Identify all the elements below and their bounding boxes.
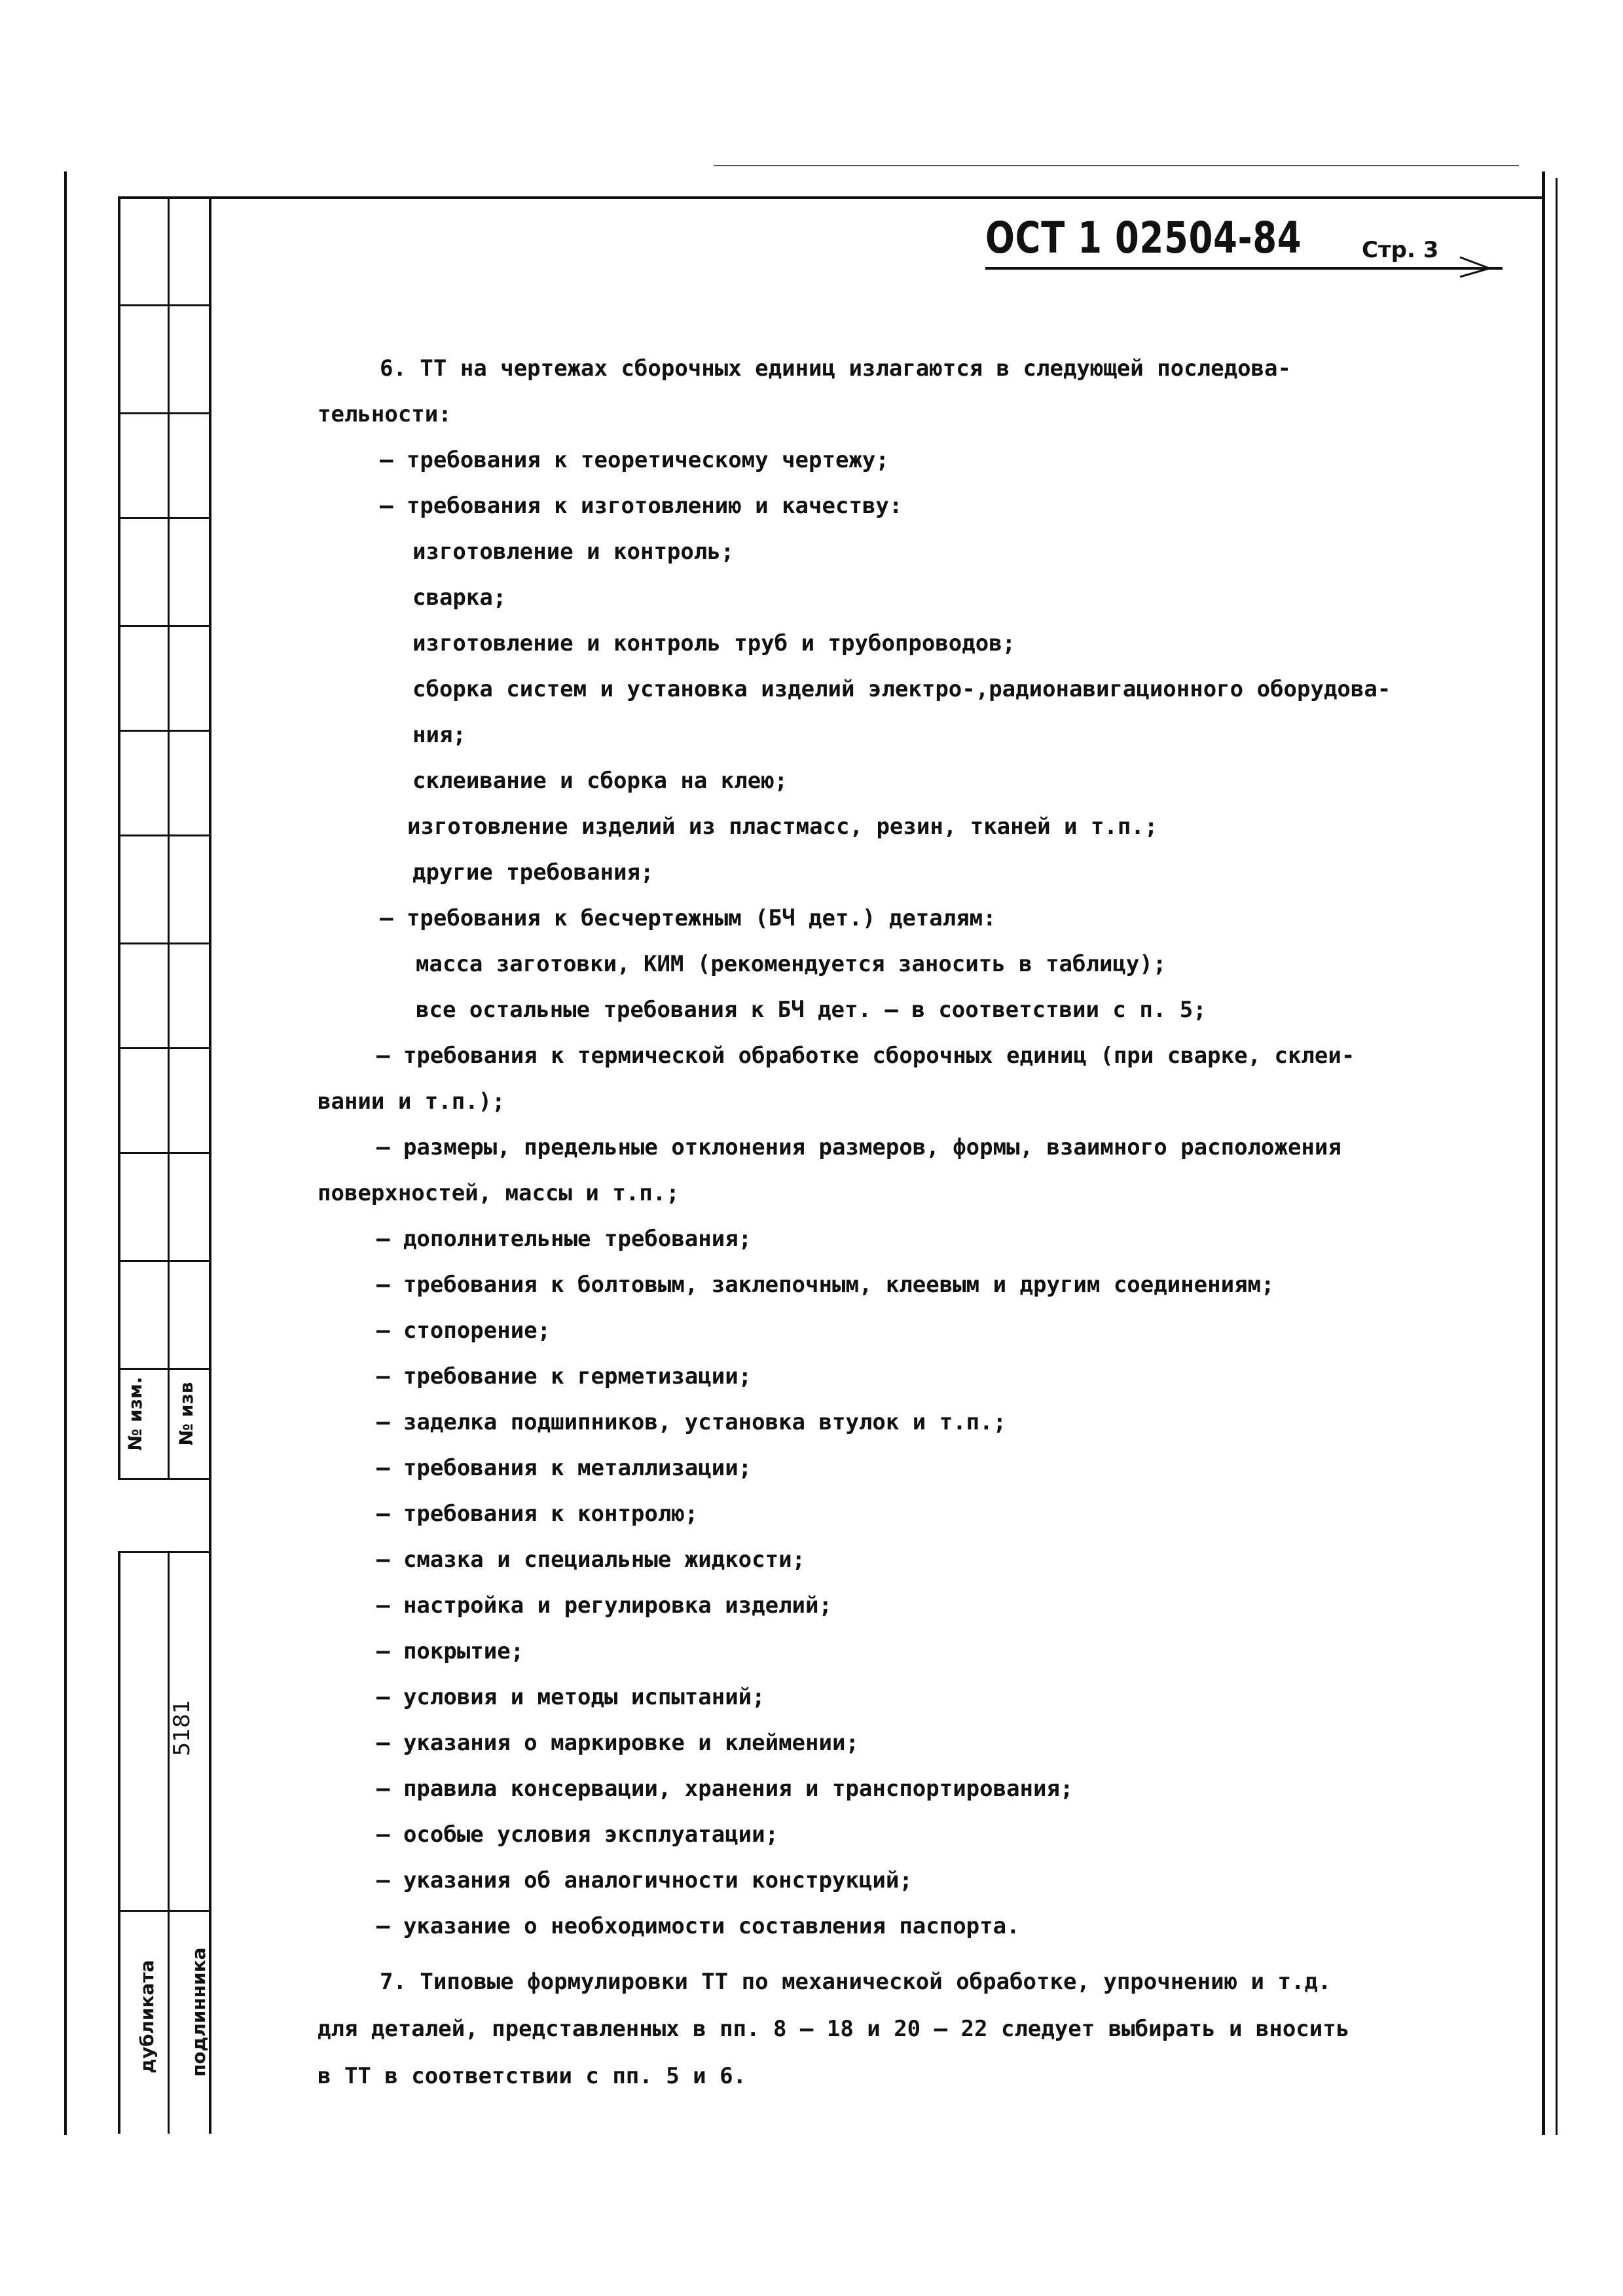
top-dash-line xyxy=(714,165,1519,166)
margin-strip-mid xyxy=(168,196,170,1479)
arrow-icon xyxy=(1457,252,1496,278)
text-line: – заделка подшипников, установка втулок и т.п.; xyxy=(376,1409,1007,1435)
inner-left-border xyxy=(209,196,211,2134)
text-line: – требования к бесчертежным (БЧ дет.) деталям: xyxy=(380,905,996,931)
text-line: 7. Типовые формулировки ТТ по механической обработке, упрочнению и т.д. xyxy=(380,1969,1332,1995)
text-line: сборка систем и установка изделий электро-,радионавигационного оборудова- xyxy=(412,676,1391,702)
inventory-number: 5181 xyxy=(169,1699,195,1757)
text-line: изготовление и контроль; xyxy=(412,539,735,565)
text-line: – условия и методы испытаний; xyxy=(376,1684,765,1710)
text-line: – особые условия эксплуатации; xyxy=(376,1821,779,1848)
page-number: Стр. 3 xyxy=(1362,237,1439,263)
text-line: поверхностей, массы и т.п.; xyxy=(318,1180,680,1206)
margin-row-line xyxy=(118,304,210,306)
margin-row-line xyxy=(118,1260,210,1262)
text-line: – требование к герметизации; xyxy=(376,1363,752,1390)
text-line: сварка; xyxy=(412,584,507,611)
original-label: подлинника xyxy=(188,1947,210,2077)
margin-row-line xyxy=(118,1910,210,1912)
text-line: – стопорение; xyxy=(376,1318,551,1344)
text-line: – смазка и специальные жидкости; xyxy=(376,1547,806,1573)
text-line: вании и т.п.); xyxy=(318,1088,505,1115)
text-line: тельности: xyxy=(318,401,452,427)
margin-row-line xyxy=(118,625,210,627)
margin-row-line xyxy=(118,1152,210,1154)
text-line: – настройка и регулировка изделий; xyxy=(376,1592,832,1619)
margin-row-line xyxy=(118,834,210,836)
text-line: в ТТ в соответствии с пп. 5 и 6. xyxy=(318,2063,747,2089)
text-line: – указания о маркировке и клеймении; xyxy=(376,1730,859,1756)
text-line: – указания об аналогичности конструкций; xyxy=(376,1867,913,1893)
text-line: для деталей, представленных в пп. 8 – 18 и 20 – 22 следует выбирать и вносить xyxy=(318,2016,1350,2042)
outer-left-border xyxy=(64,171,67,2135)
right-border-outer xyxy=(1556,178,1558,2135)
text-line: – требования к контролю; xyxy=(376,1501,699,1527)
text-line: – требования к болтовым, заклепочным, клеевым и другим соединениям; xyxy=(376,1272,1275,1298)
right-border xyxy=(1542,171,1545,2135)
text-line: – размеры, предельные отклонения размеров, формы, взаимного расположения xyxy=(376,1134,1341,1160)
text-line: – дополнительные требования; xyxy=(376,1226,752,1252)
notice-number-label: № изв xyxy=(175,1382,197,1446)
text-line: масса заготовки, КИМ (рекомендуется заносить в таблицу); xyxy=(416,951,1167,977)
text-line: – покрытие; xyxy=(376,1638,524,1664)
text-line: – указание о необходимости составления паспорта. xyxy=(376,1913,1020,1939)
text-line: 6. ТТ на чертежах сборочных единиц излагаются в следующей последова- xyxy=(380,355,1291,382)
margin-row-line xyxy=(118,1047,210,1049)
margin-strip-left-lower xyxy=(118,1551,120,2134)
change-number-label: № изм. xyxy=(124,1376,146,1451)
text-line: – правила консервации, хранения и транспортирования; xyxy=(376,1776,1074,1802)
duplicate-label: дубликата xyxy=(136,1960,158,2073)
text-line: изготовление изделий из пластмасс, резин, тканей и т.п.; xyxy=(407,814,1158,840)
text-line: – требования к изготовлению и качеству: xyxy=(380,493,903,519)
top-border xyxy=(118,196,1544,199)
margin-row-line xyxy=(118,1478,210,1480)
text-line: ния; xyxy=(412,722,466,748)
margin-row-line xyxy=(118,730,210,732)
text-line: – требования к теоретическому чертежу; xyxy=(380,447,889,473)
margin-row-line xyxy=(118,942,210,944)
text-line: все остальные требования к БЧ дет. – в соответствии с п. 5; xyxy=(416,997,1207,1023)
margin-row-line xyxy=(118,412,210,414)
text-line: – требования к металлизации; xyxy=(376,1455,752,1481)
text-line: другие требования; xyxy=(412,859,654,886)
text-line: склеивание и сборка на клею; xyxy=(412,768,788,794)
margin-strip-left xyxy=(118,196,120,1479)
margin-strip-mid-lower xyxy=(168,1551,170,2134)
document-code: ОСТ 1 02504-84 xyxy=(985,213,1302,263)
margin-row-line xyxy=(118,517,210,519)
margin-row-line xyxy=(118,1551,210,1553)
text-line: – требования к термической обработке сборочных единиц (при сварке, склеи- xyxy=(376,1043,1355,1069)
doc-code-underline xyxy=(985,267,1503,270)
text-line: изготовление и контроль труб и трубопроводов; xyxy=(412,630,1016,656)
